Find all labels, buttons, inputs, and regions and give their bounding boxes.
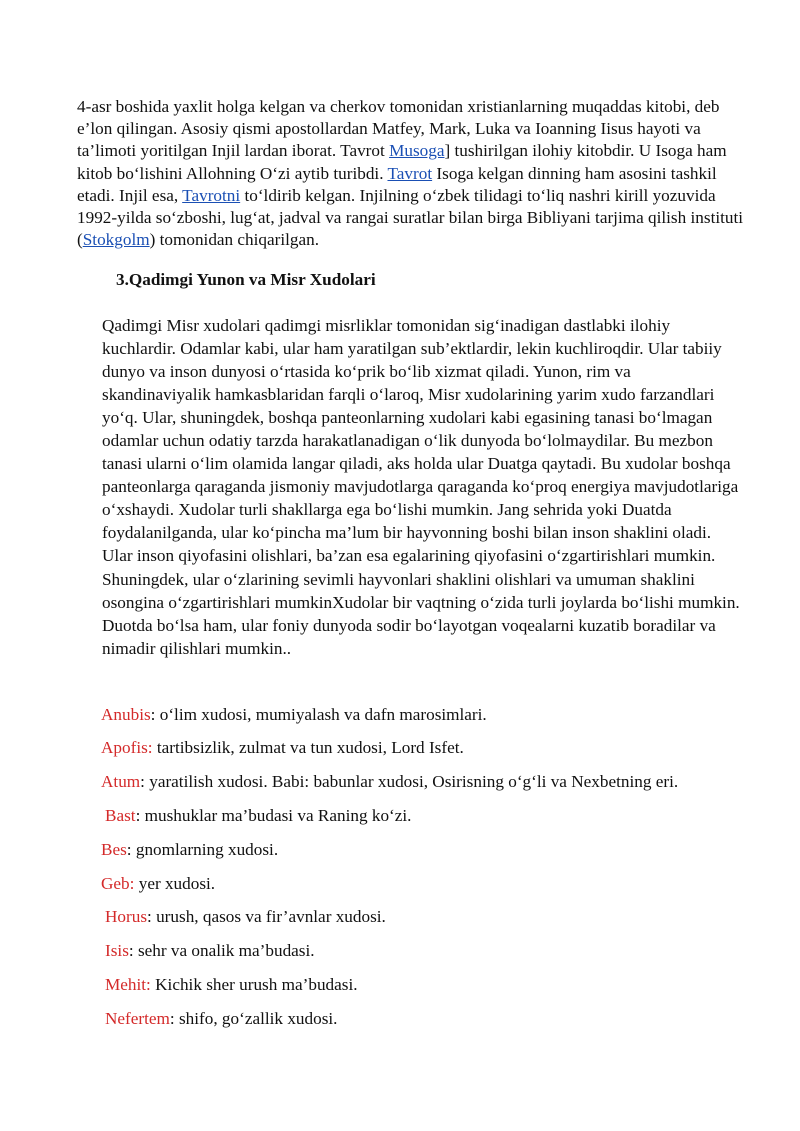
link-musoga[interactable]: Musoga — [389, 141, 445, 161]
link-tavrot[interactable]: Tavrot — [387, 163, 433, 183]
list-item — [105, 906, 386, 928]
intro-text-3: Isoga kelgan dinning ham asosini tashkil etadi. Injil esa, — [77, 163, 717, 205]
list-item — [101, 704, 487, 726]
list-item — [105, 974, 358, 996]
god-description: : shifo, go‘zallik xudosi. — [169, 1009, 338, 1028]
god-description: yer xudosi. — [134, 874, 216, 893]
god-name: Horus — [105, 907, 148, 926]
list-item — [105, 1008, 337, 1030]
god-name: Atum — [101, 772, 141, 791]
list-item — [101, 737, 464, 759]
list-item — [105, 940, 315, 962]
link-stokgolm[interactable]: Stokgolm — [82, 230, 150, 250]
god-name: Bast — [105, 806, 136, 825]
intro-text-5: ) tomonidan chiqarilgan. — [149, 230, 320, 250]
god-description: tartibsizlik, zulmat va tun xudosi, Lord Isfet. — [152, 738, 464, 757]
link-tavrotni[interactable]: Tavrotni — [182, 185, 241, 205]
god-description: : o‘lim xudosi, mumiyalash va dafn marosimlari. — [150, 705, 487, 724]
god-name: Apofis: — [101, 738, 153, 757]
god-name: Mehit: — [105, 975, 151, 994]
egypt-gods-paragraph: Qadimgi Misr xudolari qadimgi misrliklar tomonidan sig‘inadigan dastlabki ilohiy kuchlardir. Odamlar kabi, ular ham yaratilgan sub’ektlardir, lekin kuchliroqdir. Ular tabiiy dunyo va inson dunyosi o‘rtasida ko‘prik bo‘lib xizmat qiladi. Yunon, rim va skandinaviyalik hamkasblaridan farqli o‘laroq, Misr xudolarining yarim xudo farzandlari yo‘q. Ular, shuningdek, boshqa panteonlarning xudolari kabi egasining tanasi bo‘lmagan odamlar uchun odatiy tarzda harakatlanadigan o‘lik dunyoda bo‘lolmaydilar. Bu mezbon tanasi ularni o‘lim olamida langar qiladi, aks holda ular Duatga qaytadi. Bu xudolar boshqa panteonlarga qaraganda jismoniy mavjudotlarga qaraganda ko‘proq energiya mavjudotlariga o‘xshaydi. Xudolar turli shakllarga ega bo‘lishi mumkin. Jang sehrida yoki Duatda foydalanilganda, ular ko‘pincha ma’lum bir hayvonning boshi bilan inson shaklini oladi. Ular inson qiyofasini olishlari, ba’zan esa egalarining qiyofasini o‘zgartirishlari mumkin. Shuningdek, ular o‘zlarining sevimli hayvonlari shaklini olishlari va umuman shaklini osongina o‘zgartirishlari mumkinXudolar bir vaqtning o‘zida turli joylarda bo‘lishi mumkin. Duotda bo‘lsa ham, ular foniy dunyoda sodir bo‘layotgan voqealarni kuzatib boradilar va nimadir qilishlari mumkin.. — [102, 316, 740, 658]
intro-text-2: ] tushirilgan ilohiy kitobdir. U Isoga ham kitob bo‘lishini Allohning O‘zi aytib turibdi. — [77, 141, 727, 183]
intro-text-1: 4-asr boshida yaxlit holga kelgan va cherkov tomonidan xristianlarning muqaddas kitobi, deb e’lon qilingan. Asosiy qismi apostollardan Matfey, Mark, Luka va Ioanning Iisus hayoti va ta’limoti yoritilgan Injil lardan iborat. Tavrot — [77, 97, 720, 161]
god-name: Nefertem — [105, 1009, 170, 1028]
list-item — [101, 873, 215, 895]
list-item — [105, 805, 411, 827]
list-item — [101, 771, 678, 793]
god-name: Anubis — [101, 705, 151, 724]
god-description: : gnomlarning xudosi. — [126, 840, 279, 859]
section-heading: 3.Qadimgi Yunon va Misr Xudolari — [116, 270, 376, 289]
intro-text-4: to‘ldirib kelgan. Injilning o‘zbek tilidagi to‘liq nashri kirill yozuvida 1992-yilda so‘zboshi, lug‘at, jadval va rangai suratlar bilan birga Bibliyani tarjima qilish instituti ( — [77, 185, 744, 250]
god-name: Bes — [101, 840, 127, 859]
list-item — [101, 839, 278, 861]
god-description: : yaratilish xudosi. Babi: babunlar xudosi, Osirisning o‘g‘li va Nexbetning eri. — [140, 772, 679, 791]
god-description: : sehr va onalik ma’budasi. — [128, 941, 315, 960]
god-description: : mushuklar ma’budasi va Raning ko‘zi. — [135, 806, 412, 825]
god-description: : urush, qasos va fir’avnlar xudosi. — [147, 907, 386, 926]
god-description: Kichik sher urush ma’budasi. — [150, 975, 358, 994]
god-name: Geb: — [101, 874, 135, 893]
god-name: Isis — [105, 941, 129, 960]
